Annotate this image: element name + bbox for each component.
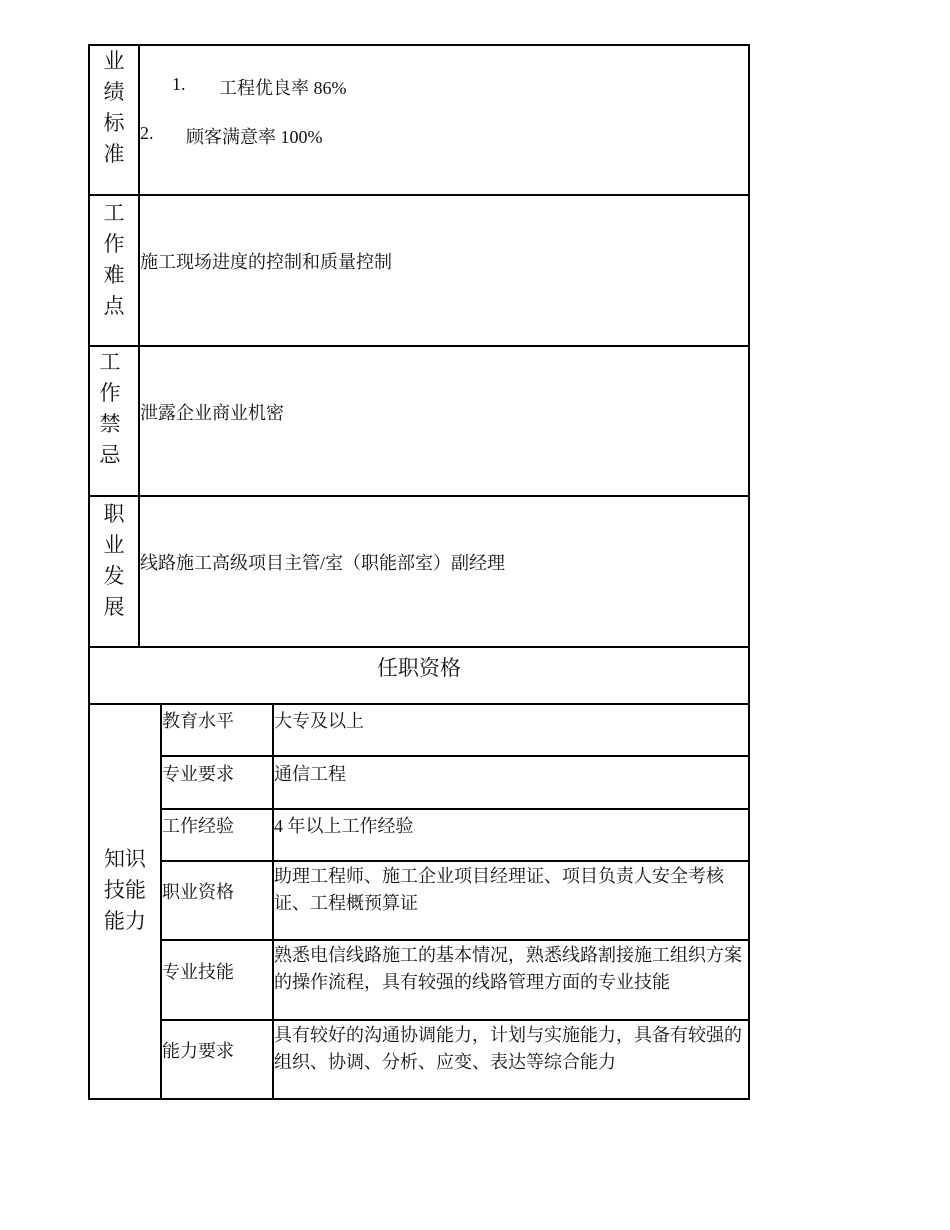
group-label-line: 能力	[104, 909, 146, 933]
qualification-value-experience: 4 年以上工作经验	[274, 816, 414, 836]
row-divider	[160, 1019, 750, 1021]
group-label-line: 知识	[104, 847, 146, 871]
label-char: 业	[103, 49, 125, 73]
row-divider	[160, 939, 750, 941]
taboo-label	[90, 347, 130, 471]
qualification-label-experience: 工作经验	[162, 816, 234, 836]
performance-item-1-text: 工程优良率 86%	[219, 78, 347, 98]
label-char: 展	[103, 595, 125, 619]
qualification-value-education: 大专及以上	[274, 711, 364, 731]
difficulty-label	[90, 198, 138, 322]
qualification-label-major: 专业要求	[162, 764, 234, 784]
performance-label	[90, 46, 138, 170]
performance-item-1-number: 1.	[172, 74, 186, 94]
taboo-content: 泄露企业商业机密	[140, 403, 284, 423]
qualification-value-skills: 熟悉电信线路施工的基本情况，熟悉线路割接施工组织方案的操作流程，具有较强的线路管理方面的专业技能	[274, 945, 742, 992]
label-char: 绩	[103, 80, 125, 104]
qualification-value-ability: 具有较好的沟通协调能力，计划与实施能力，具备有较强的组织、协调、分析、应变、表达等综合能力	[274, 1025, 742, 1072]
qualification-label-skills: 专业技能	[162, 962, 234, 982]
performance-item-2-number: 2.	[140, 123, 154, 143]
qualification-label-certification: 职业资格	[162, 882, 234, 902]
row-divider	[160, 808, 750, 810]
qualification-label-education: 教育水平	[162, 711, 234, 731]
label-char: 忌	[99, 443, 121, 467]
job-description-table	[88, 44, 750, 1100]
label-char: 点	[103, 294, 125, 318]
row-divider	[88, 345, 750, 347]
qualifications-group-label	[90, 844, 160, 937]
row-divider	[88, 646, 750, 648]
qualifications-header: 任职资格	[377, 656, 461, 680]
qualification-value-certification: 助理工程师、施工企业项目经理证、项目负责人安全考核证、工程概预算证	[274, 866, 724, 913]
qualification-label-ability: 能力要求	[162, 1041, 234, 1061]
table-border-top	[88, 44, 750, 46]
qualification-value-major: 通信工程	[274, 764, 346, 784]
career-label	[90, 499, 138, 623]
row-divider	[88, 194, 750, 196]
group-label-line: 技能	[104, 878, 146, 902]
table-border-right	[748, 44, 750, 1100]
label-char: 工	[103, 201, 125, 225]
difficulty-content: 施工现场进度的控制和质量控制	[140, 252, 392, 272]
label-char: 作	[103, 232, 125, 256]
label-char: 职	[103, 502, 125, 526]
row-divider	[160, 860, 750, 862]
row-divider	[88, 495, 750, 497]
row-divider	[160, 755, 750, 757]
label-char: 难	[103, 263, 125, 287]
label-char: 作	[99, 381, 121, 405]
table-border-bottom	[88, 1098, 750, 1100]
label-char: 准	[103, 142, 125, 166]
performance-item-2-text: 顾客满意率 100%	[186, 127, 323, 147]
label-char: 标	[103, 111, 125, 135]
row-divider	[88, 703, 750, 705]
label-char: 发	[103, 564, 125, 588]
label-char: 业	[103, 533, 125, 557]
career-content: 线路施工高级项目主管/室（职能部室）副经理	[140, 553, 505, 573]
label-char: 工	[99, 350, 121, 374]
label-char: 禁	[99, 412, 121, 436]
